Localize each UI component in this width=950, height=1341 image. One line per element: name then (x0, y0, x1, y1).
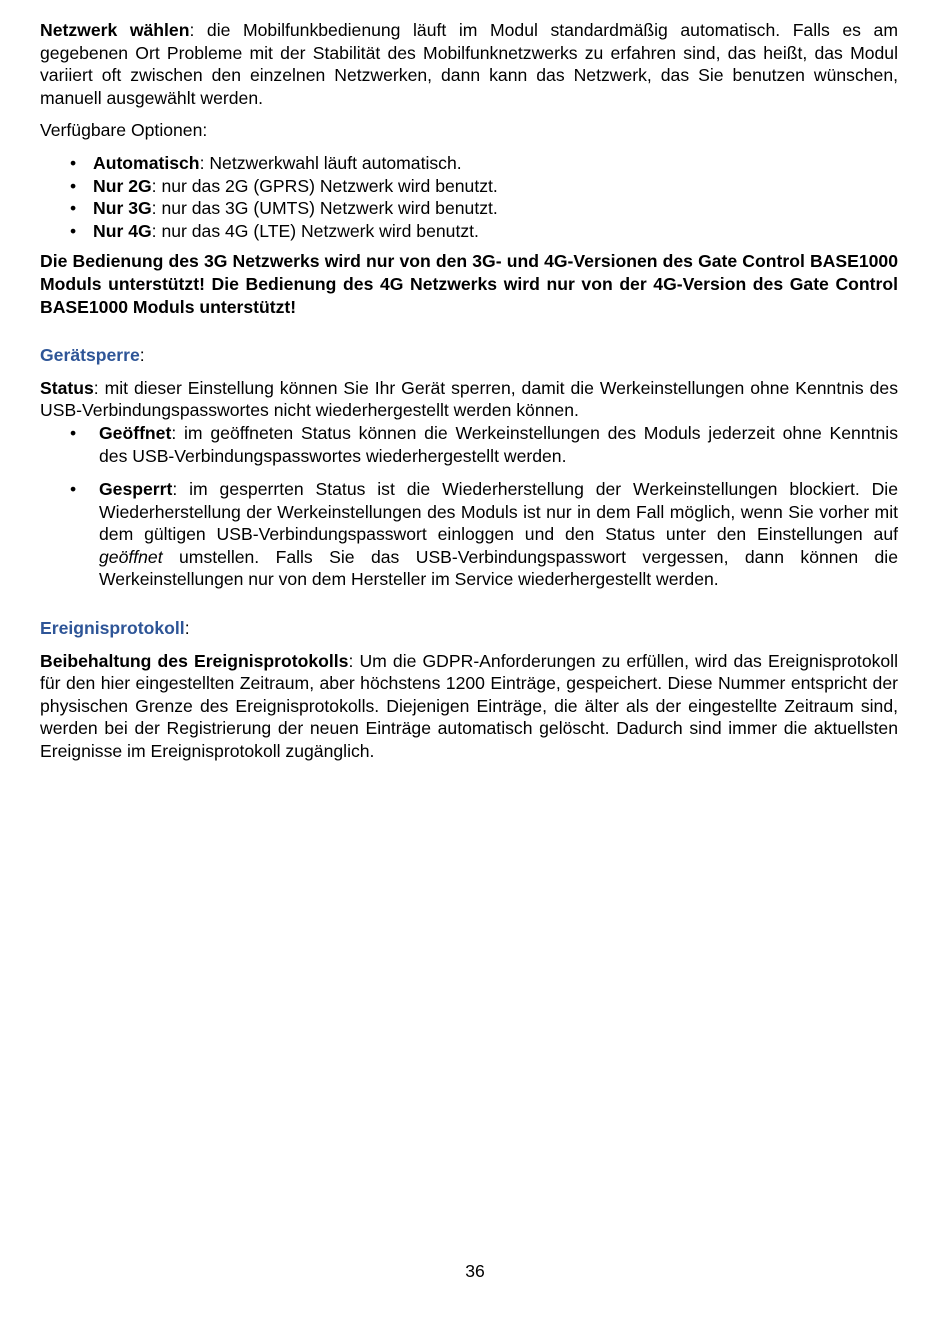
log-term: Beibehaltung des Ereignisprotokolls (40, 650, 349, 671)
network-options-list (40, 152, 898, 242)
status-option-text: im gesperrten Status ist die Wiederherstellung der Werkeinstellungen blockiert. Die Wiederherstellung der Werkeinstellungen des Moduls ist nur in dem Fall möglich, wenn Sie vorher mit dem gültigen USB-Verbindungspasswort einloggen und den Status unter den Einstellungen auf (99, 479, 898, 545)
status-paragraph: Status: mit dieser Einstellung können Sie Ihr Gerät sperren, damit die Werkeinstellungen ohne Kenntnis des USB-Verbindungspasswortes nicht wiederhergestellt werden können. (40, 377, 899, 421)
option-text: nur das 3G (UMTS) Netzwerk wird benutzt. (161, 198, 498, 219)
emphasis-text: geöffnet (99, 546, 163, 567)
option-term: Nur 4G (93, 220, 152, 241)
log-paragraph: Beibehaltung des Ereignisprotokolls: Um die GDPR-Anforderungen zu erfüllen, wird das Ereignisprotokoll für den hier eingestellten Zeitraum, aber höchstens 1200 Einträge, gespeichert. Diese Nummer entspricht der physischen Grenze des Ereignisprotokolls. Diejenigen Einträge, die älter als der eingestellte Zeitraum sind, werden bei der Registrierung der neuen Einträge automatisch gelöscht. Dadurch sind immer die aktuellsten Ereignisse im Ereignisprotokoll zugänglich. (40, 650, 899, 762)
status-term: Status (40, 377, 94, 398)
list-item: • Automatisch: Netzwerkwahl läuft automatisch. (40, 152, 898, 175)
network-warning: Die Bedienung des 3G Netzwerks wird nur von den 3G- und 4G-Versionen des Gate Control BASE1000 Moduls unterstützt! Die Bedienung des 4G Netzwerks wird nur von der 4G-Version des Gate Control BASE1000 Moduls unterstützt! (40, 251, 898, 317)
network-paragraph: Netzwerk wählen: die Mobilfunkbedienung läuft im Modul standardmäßig automatisch. Falls es am gegebenen Ort Probleme mit der Stabilität des Mobilfunknetzwerks zu erfahren sind, das heißt, das Modul variiert oft zwischen den einzelnen Netzwerken, dann kann das Netzwerk, das Sie benutzen wünschen, manuell ausgewählt werden. (40, 20, 898, 108)
option-term: Nur 2G (93, 175, 152, 196)
options-intro: Verfügbare Optionen: (40, 120, 208, 141)
status-options-list (40, 422, 898, 591)
option-text: nur das 2G (GPRS) Netzwerk wird benutzt. (161, 175, 498, 196)
list-item: • Nur 3G: nur das 3G (UMTS) Netzwerk wird benutzt. (40, 197, 898, 220)
section-heading-log: Ereignisprotokoll: (40, 618, 190, 639)
option-text: Netzwerkwahl läuft automatisch. (209, 152, 462, 173)
status-text: mit dieser Einstellung können Sie Ihr Gerät sperren, damit die Werkeinstellungen ohne Kenntnis des USB-Verbindungspasswortes nicht wiederhergestellt werden können. (40, 377, 899, 421)
status-option-term: Geöffnet (99, 422, 172, 443)
option-term: Nur 3G (93, 198, 152, 219)
log-text: Um die GDPR-Anforderungen zu erfüllen, wird das Ereignisprotokoll für den hier eingestellten Zeitraum, aber höchstens 1200 Einträge, gespeichert. Diese Nummer entspricht der physischen Grenze des Ereignisprotokolls. Diejenigen Einträge, die älter als der eingestellte Zeitraum sind, werden bei der Registrierung der neuen Einträge automatisch gelöscht. Dadurch sind immer die aktuellsten Ereignisse im Ereignisprotokoll zugänglich. (40, 650, 899, 762)
list-item: • Geöffnet: im geöffneten Status können die Werkeinstellungen des Moduls jederzeit ohne Kenntnis des USB-Verbindungspasswortes wiederhergestellt werden. (40, 422, 898, 467)
lock-heading-text: Gerätsperre (40, 345, 140, 366)
document-body (40, 19, 898, 763)
option-term: Automatisch (93, 152, 200, 173)
log-heading-text: Ereignisprotokoll (40, 618, 185, 639)
list-item: • Nur 4G: nur das 4G (LTE) Netzwerk wird benutzt. (40, 220, 898, 243)
status-option-text: im geöffneten Status können die Werkeinstellungen des Moduls jederzeit ohne Kenntnis des USB-Verbindungspasswortes wiederhergestellt werden. (99, 422, 898, 466)
option-text: nur das 4G (LTE) Netzwerk wird benutzt. (161, 220, 479, 241)
list-item: • Gesperrt: im gesperrten Status ist die Wiederherstellung der Werkeinstellungen blockiert. Die Wiederherstellung der Werkeinstellungen des Moduls ist nur in dem Fall möglich, wenn Sie vorher mit dem gültigen USB-Verbindungspasswort einloggen und den Status unter den Einstellungen auf geöffnet umstellen. Falls Sie das USB-Verbindungspasswort vergessen, dann können die Werkeinstellungen nur von dem Hersteller im Service wiederhergestellt werden. (40, 478, 898, 591)
section-heading-lock: Gerätsperre: (40, 345, 145, 366)
list-item: • Nur 2G: nur das 2G (GPRS) Netzwerk wird benutzt. (40, 175, 898, 198)
page-number: 36 (465, 1261, 485, 1281)
status-option-term: Gesperrt (99, 479, 173, 500)
status-option-text-cont: umstellen. Falls Sie das USB-Verbindungspasswort vergessen, dann können die Werkeinstellungen nur von dem Hersteller im Service wiederhergestellt werden. (99, 546, 898, 590)
network-text: die Mobilfunkbedienung läuft im Modul standardmäßig automatisch. Falls es am gegebenen Ort Probleme mit der Stabilität des Mobilfunknetzwerks zu erfahren sind, das heißt, das Modul variiert oft zwischen den einzelnen Netzwerken, dann kann das Netzwerk, das Sie benutzen wünschen, manuell ausgewählt werden. (40, 20, 898, 108)
network-term: Netzwerk wählen (40, 20, 190, 40)
